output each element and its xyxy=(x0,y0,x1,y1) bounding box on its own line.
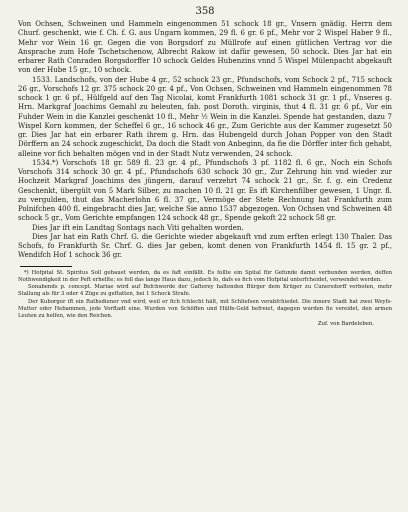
footnote-signature: Zuf. von Bardeleben. xyxy=(317,320,374,327)
footnote-divider xyxy=(20,266,72,267)
footnotes xyxy=(18,270,392,328)
main-text xyxy=(18,20,392,261)
footnote: Sonabends p. concept. Mariae wird auf Befchwerde der Gafterey haltenden Bürger dem Krüger zu Cunersdorff verboten, mehr Stallung als für 3 oder 4 Züge zu geftatten, bei 1 Schock Strafe. xyxy=(18,284,392,298)
footnote: *) Hofpital St. Spiritus Soll gebauet werden, da es faft einfällt. Es follte ein Spital für Gefunde damit verbunden werden, deffen Nothwendigkeit in der Peft erhellte; es foll das lange Haus dazu, jedoch fo, dafs es fich vom Hofpital unterfcheidet, verwendet werden. xyxy=(18,269,392,283)
page-number: 358 xyxy=(195,6,215,17)
paragraph: Dies Jar hat ein Rath Chrf. G. die Gerichte wieder abgekauft vnd zum erften erlegt 130 Thaler. Das Schofs, fo Frankfurth Sr. Chrf. G. dies Jar geben, komt denen von Frankfurth 1454 fl. 15 gr. 2 pf., Wendifch Hof 1 schock 36 gr. xyxy=(18,232,392,260)
paragraph: 1534.*) Vorschofs 18 gr. 589 fl. 23 gr. 4 pf., Pfundschofs 3 pf. 1182 fl. 6 gr., Noch ein Schofs Vorschofs 314 schock 30 gr. 4 pf., Pfundschofs 630 schock 30 gr., Zur Zehrung hin vnd wieder zur Hochzeit Markgraf Joachims des jüngern, darauf verzehrt 74 schock 21 gr., Sr. f. g. ein Credenz Geschenkt, übergült von 5 Mark Silber, zu machen 10 fl. 21 gr. Es ift Kirchenfilber gewesen, 1 Ungr. fl. zu vergulden, thut das Macherlohn 6 fl. 37 gr., Vermöge der Stete Rechnung hat Frankfurth zum Polnifchen 400 fl. eingebracht dies Jar, welche Sie anno 1537 abgezogen. Von Ochsen vnd Schweinen 48 schock 5 gr., Vom Gerichte empfangen 124 schock 48 gr., Spende gekoft 22 schock 58 gr. xyxy=(18,158,392,223)
paragraph: 1533. Landschofs, von der Hube 4 gr., 52 schock 23 gr., Pfundschofs, vom Schock 2 pf., 715 schock 26 gr., Vorschofs 12 gr. 375 schock 20 gr. 4 pf., Von Ochsen, Schweinen vnd Hammeln eingenommen 78 schock 1 gr. 6 pf., Hülfgeld auf den Tag Nicolai, komt Frankfurth 1081 schock 31 gr. 1 pf., Vnseres g. Hrn. Markgraf Joachims Gemahl zu beleuten, fab. post Doroth. virginis, thut 4 fl. 31 gr. 6 pf., Vor ein Fuhder Wein in die Kanzlei geschenkt 10 fl., Mehr ½ Wein in die Kanzlei. Spende hat gestanden, dazu 7 Wispel Korn kommen, der Scheffel 6 gr., 16 schock 46 gr., Zum Gerichte aus der Kammer zugesetzt 50 gr. Dies Jar hat ein erbarer Rath ihrem g. Hrn. das Hubengeld durch Johan Popper von den Stadt Dörffern an 24 schock zugeschickt, Da doch die Stadt von Anbeginn, da fie die Dörffer inter fich gehabt, alleine vor fich behalten mögen vnd in der Stadt Nutz verwenden, 24 schock. xyxy=(18,75,392,158)
footnote: Der Kuborger ift ein Rathsdiener vnd wird, weil er fich fchlecht hält, mit Schliefsen verabfchiedet. Die innere Stadt hat zwei Weyfs-Mutter oder Hebammen, jede Vorftadt eine. Wurden von Schöffen und Hülfe-Geld befreiet, dagegen wurden fie vereidet, den armen Leuten zu helfen, wie den Reichen. xyxy=(18,298,392,320)
paragraph: Von Ochsen, Schweinen und Hammeln eingenommen 51 schock 18 gr., Vnsern gnädig. Herrn dem Churf. geschenkt, wie f. Ch. f. G. aus Ungarn kommen, 29 fl. 6 gr. 6 pf., Mehr vor 2 Wispel Haber 9 fl., Mehr vor Wein 16 gr. Gegen die von Borgsdorf zu Müllrofe auf einen gütlichen Vertrag vor die Ansprache zum Hofe Tschetschenow, Albrecht Rakow ist dafür gewesen, 50 schock. Dies Jar hat ein erbarer Rath Conraden Borgsdorffer 10 schock Geldes Hubenzins vnnd 5 Wispel Mülenpacht abgekauft von der Hube 15 gr., 10 schock. xyxy=(18,20,392,75)
paragraph: Dies Jar ift ein Landtag Sontags nach Viti gehalten worden. xyxy=(32,223,244,232)
